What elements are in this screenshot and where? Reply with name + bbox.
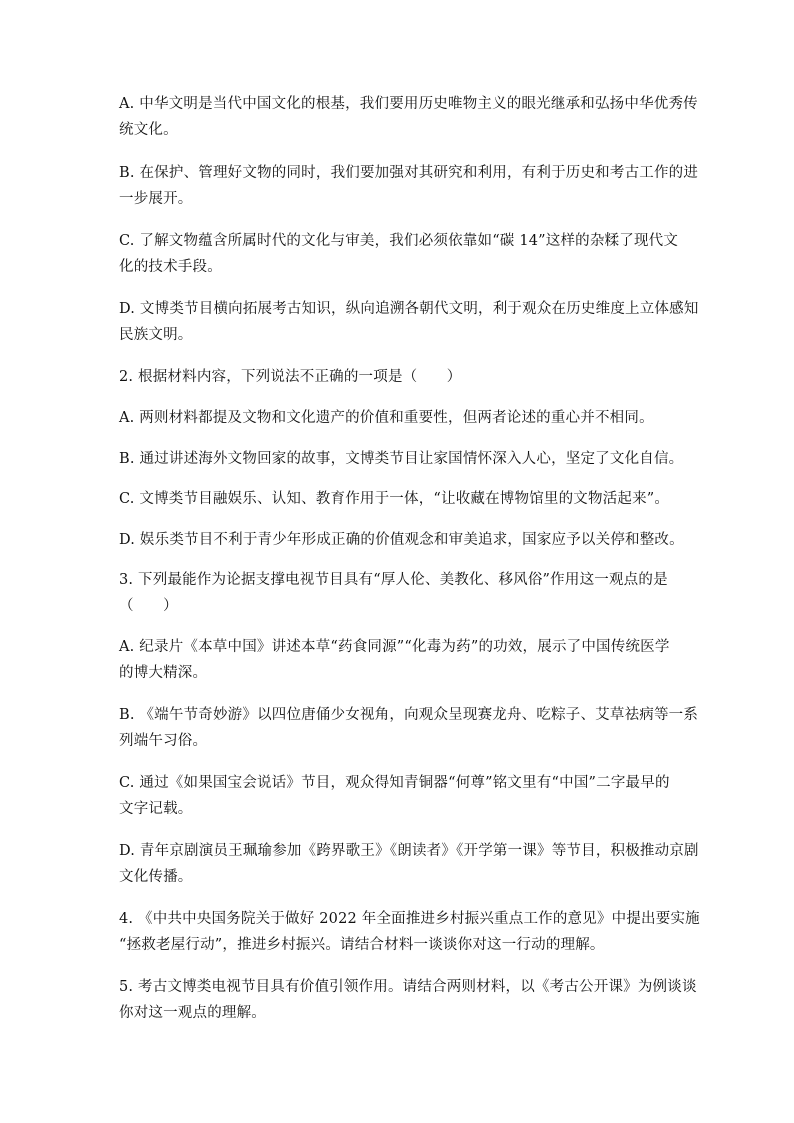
q3-option-d — [119, 838, 699, 890]
q1-option-d — [119, 296, 699, 348]
q2-option-c — [119, 486, 675, 512]
text-line: “拯救老屋行动”，推进乡村振兴。请结合材料一谈谈你对这一行动的理解。 — [119, 937, 605, 953]
text-line: 民族文明。 — [119, 327, 193, 343]
text-line: C. 文博类节目融娱乐、认知、教育作用于一体，“让收藏在博物馆里的文物活起来”。 — [119, 491, 670, 507]
q1-option-a — [119, 91, 698, 143]
q3-stem — [119, 567, 675, 619]
text-line: 4. 《中共中央国务院关于做好 2022 年全面推进乡村振兴重点工作的意见》中提出要实施 — [119, 911, 700, 927]
text-line: 5. 考古文博类电视节目具有价值引领作用。请结合两则材料，以《考古公开课》为例谈谈 — [119, 979, 697, 995]
text-line: B. 通过讲述海外文物回家的故事，文博类节目让家国情怀深入人心，坚定了文化自信。 — [119, 451, 684, 467]
q2-option-d — [119, 527, 684, 553]
text-line: C. 了解文物蕴含所属时代的文化与审美，我们必须依靠如“碳 14”这样的杂糅了现代文 — [119, 233, 679, 249]
text-line: A. 两则材料都提及文物和文化遗产的价值和重要性，但两者论述的重心并不相同。 — [119, 410, 654, 426]
text-line: 你对这一观点的理解。 — [119, 1005, 266, 1021]
text-line: 文字记载。 — [119, 801, 193, 817]
q2-option-b — [119, 446, 684, 472]
text-line: D. 文博类节目横向拓展考古知识，纵向追溯各朝代文明，利于观众在历史维度上立体感知 — [119, 301, 699, 317]
q1-option-c — [119, 228, 679, 280]
text-line: 文化传播。 — [119, 869, 193, 885]
text-line: （ ） — [119, 598, 178, 614]
text-line: A. 中华文明是当代中国文化的根基，我们要用历史唯物主义的眼光继承和弘扬中华优秀传 — [119, 96, 698, 112]
q5-stem — [119, 974, 697, 1026]
q1-option-b — [119, 160, 699, 212]
text-line: 化的技术手段。 — [119, 259, 222, 275]
text-line: B. 《端午节奇妙游》以四位唐俑少女视角，向观众呈现赛龙舟、吃粽子、艾草祛病等一系 — [119, 707, 699, 723]
text-line: 的博大精深。 — [119, 665, 208, 681]
q3-option-b — [119, 702, 699, 754]
q2-stem — [119, 364, 675, 390]
text-line: A. 纪录片《本草中国》讲述本草“药食同源”“化毒为药”的功效，展示了中国传统医学 — [119, 639, 670, 655]
text-line: 一步展开。 — [119, 191, 193, 207]
text-line: D. 青年京剧演员王珮瑜参加《跨界歌王》《朗读者》《开学第一课》等节目，积极推动京剧 — [119, 843, 699, 859]
text-line: 2. 根据材料内容，下列说法不正确的一项是（ ） — [119, 369, 462, 385]
text-line: 统文化。 — [119, 122, 178, 138]
q3-option-c — [119, 770, 675, 822]
text-line: C. 通过《如果国宝会说话》节目，观众得知青铜器“何尊”铭文里有“中国”二字最早的 — [119, 775, 670, 791]
q4-stem — [119, 906, 700, 958]
text-line: 列端午习俗。 — [119, 733, 208, 749]
text-line: 3. 下列最能作为论据支撑电视节目具有“厚人伦、美教化、移风俗”作用这一观点的是 — [119, 572, 668, 588]
q3-option-a — [119, 634, 675, 686]
text-line: B. 在保护、管理好文物的同时，我们要加强对其研究和利用，有利于历史和考古工作的进 — [119, 165, 699, 181]
q2-option-a — [119, 405, 675, 431]
text-line: D. 娱乐类节目不利于青少年形成正确的价值观念和审美追求，国家应予以关停和整改。 — [119, 532, 684, 548]
